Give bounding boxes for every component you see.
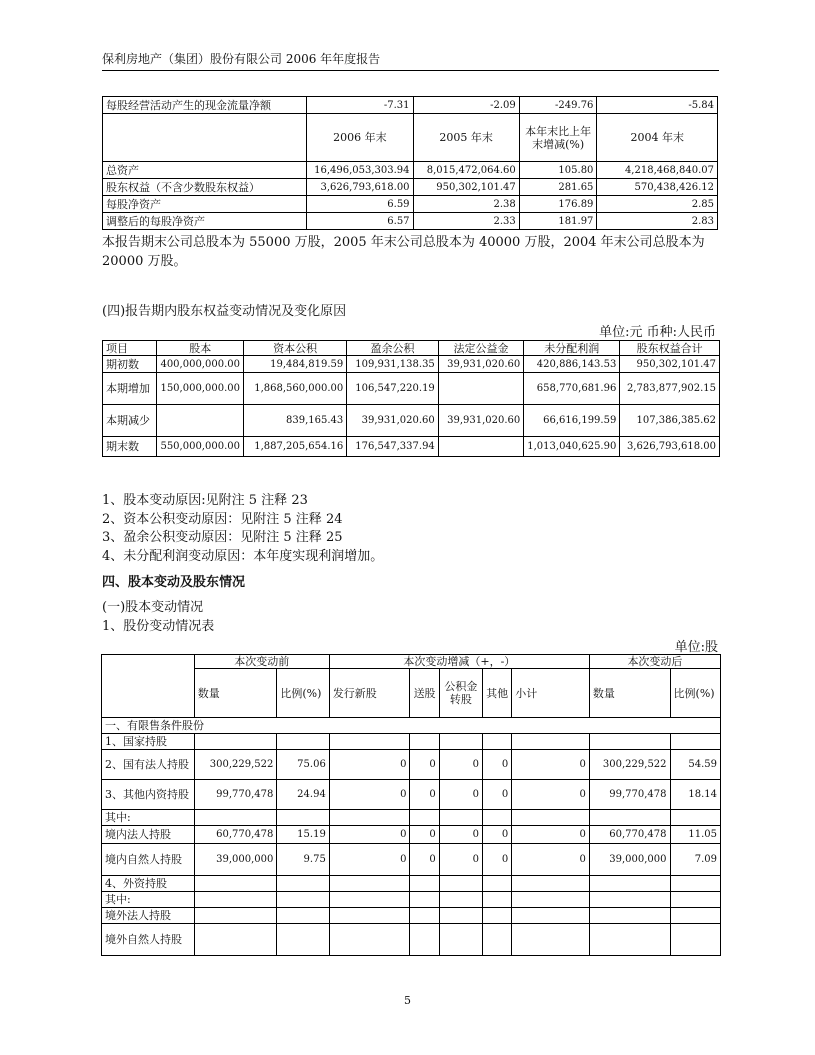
cell: 60,770,478 [589,826,670,844]
table-row [103,356,720,373]
cell: 0 [410,826,439,844]
cell: 24.94 [277,780,329,810]
table-row [102,734,721,750]
cell [589,734,670,750]
row-label: 期初数 [103,356,157,373]
cell [483,908,512,924]
cell [277,892,329,908]
row-label: 1、国家持股 [102,734,195,750]
cell: 420,886,143.53 [524,356,620,373]
table-row [102,876,721,892]
table-row [102,718,721,734]
cell: 0 [512,844,590,876]
cell [439,908,482,924]
column-header: 送股 [410,669,439,718]
cell [329,734,410,750]
cell: 19,484,819.59 [243,356,346,373]
row-label: 一、有限售条件股份 [102,718,721,734]
table-row [102,780,721,810]
cell [329,810,410,826]
cell [439,892,482,908]
cell: 16,496,053,303.94 [307,162,413,179]
cell: 3,626,793,618.00 [620,437,720,457]
share-change-table [101,654,721,956]
table-row [102,844,721,876]
column-header: 本年末比上年末增减(%) [519,114,597,162]
cell [670,810,720,826]
cell: 105.80 [519,162,597,179]
table-row [102,908,721,924]
unit-label: 单位:股 [674,640,718,655]
cell: 4,218,468,840.07 [597,162,718,179]
table-header-row [102,669,721,718]
cell: 0 [439,844,482,876]
empty-cell [102,655,195,718]
cell [329,908,410,924]
column-header: 法定公益金 [438,341,523,356]
chapter-title: 四、股本变动及股东情况 [102,575,246,590]
cell: -7.31 [307,97,413,114]
cell: 39,931,020.60 [347,405,439,437]
cell: 0 [512,826,590,844]
row-label: 本期增加 [103,373,157,405]
cell [439,876,482,892]
column-header: 小计 [512,669,590,718]
cell: 99,770,478 [194,780,277,810]
cell [410,734,439,750]
row-label: 2、国有法人持股 [102,750,195,780]
table-row [103,162,718,179]
column-group-header: 本次变动后 [589,655,720,669]
cell: 0 [410,750,439,780]
cell: 39,931,020.60 [438,405,523,437]
reason-item: 1、股本变动原因:见附注 5 注释 23 [102,493,308,508]
cell [670,908,720,924]
column-group-header: 本次变动增减（+，-） [329,655,589,669]
cell: 0 [329,826,410,844]
cell [157,405,244,437]
cell [438,373,523,405]
cell: 176.89 [519,196,597,213]
cell: 60,770,478 [194,826,277,844]
equity-change-table [102,340,720,457]
table-row [103,97,718,114]
row-label: 境外自然人持股 [102,924,195,956]
column-header: 未分配利润 [524,341,620,356]
cell: 99,770,478 [589,780,670,810]
cell: -5.84 [597,97,718,114]
cell: -249.76 [519,97,597,114]
cell [589,810,670,826]
column-header: 股本 [157,341,244,356]
cell: 2.33 [413,213,519,230]
row-label: 境内自然人持股 [102,844,195,876]
row-label: 总资产 [103,162,307,179]
column-header: 项目 [103,341,157,356]
cell [483,876,512,892]
column-header: 盈余公积 [347,341,439,356]
table-row [103,179,718,196]
row-label: 股东权益（不含少数股东权益） [103,179,307,196]
table-row [102,750,721,780]
cell: 150,000,000.00 [157,373,244,405]
table-header-row [103,341,720,356]
column-header: 公积金转股 [439,669,482,718]
table-row [103,213,718,230]
cell: 3,626,793,618.00 [307,179,413,196]
cell: 950,302,101.47 [413,179,519,196]
cell [670,924,720,956]
column-group-header: 本次变动前 [194,655,329,669]
row-label: 境外法人持股 [102,908,195,924]
cell: 107,386,385.62 [620,405,720,437]
cell [483,734,512,750]
cell [670,892,720,908]
cell: 109,931,138.35 [347,356,439,373]
cell: 1,013,040,625.90 [524,437,620,457]
cell [329,892,410,908]
column-header: 发行新股 [329,669,410,718]
unit-label: 单位:元 币种:人民币 [599,325,716,340]
row-label: 其中: [102,892,195,908]
subsection-title: (一)股本变动情况 [102,600,204,615]
cell: 550,000,000.00 [157,437,244,457]
cell: 18.14 [670,780,720,810]
row-label: 每股经营活动产生的现金流量净额 [103,97,307,114]
column-header: 2006 年末 [307,114,413,162]
cell [439,924,482,956]
cell: 300,229,522 [194,750,277,780]
cell [410,924,439,956]
table-row [102,810,721,826]
cell: 6.57 [307,213,413,230]
page-header: 保利房地产（集团）股份有限公司 2006 年年度报告 [102,50,719,71]
cell: 2,783,877,902.15 [620,373,720,405]
cell [329,924,410,956]
column-header: 2005 年末 [413,114,519,162]
cell: 0 [410,780,439,810]
cell: -2.09 [413,97,519,114]
cell [329,876,410,892]
column-header: 数量 [194,669,277,718]
cell: 281.65 [519,179,597,196]
cell: 2.38 [413,196,519,213]
cell: 106,547,220.19 [347,373,439,405]
share-capital-note: 本报告期末公司总股本为 55000 万股，2005 年末公司总股本为 40000 万股，2004 年末公司总股本为 20000 万股。 [102,235,705,269]
column-header: 资本公积 [243,341,346,356]
cell: 181.97 [519,213,597,230]
row-label: 调整后的每股净资产 [103,213,307,230]
cell: 0 [483,844,512,876]
cell: 0 [329,780,410,810]
table-header-row [102,655,721,669]
empty-cell [103,114,307,162]
cell: 2.83 [597,213,718,230]
cell: 950,302,101.47 [620,356,720,373]
cell [410,876,439,892]
cell [589,892,670,908]
cell [512,876,590,892]
cell [194,734,277,750]
column-header: 2004 年末 [597,114,718,162]
cell: 0 [512,750,590,780]
cell: 176,547,337.94 [347,437,439,457]
cell [670,734,720,750]
cell: 0 [439,826,482,844]
table-row [103,373,720,405]
cell: 0 [483,750,512,780]
table-row [103,405,720,437]
reason-item: 3、盈余公积变动原因：见附注 5 注释 25 [102,530,343,545]
financial-indicators-table [102,96,718,230]
cell: 0 [483,826,512,844]
cell [410,908,439,924]
cell: 0 [439,780,482,810]
table-header-row [103,114,718,162]
table-row [102,826,721,844]
cell [512,924,590,956]
cell [512,892,590,908]
subsection-title: 1、股份变动情况表 [102,619,215,634]
cell: 7.09 [670,844,720,876]
table-row [103,437,720,457]
section-title: (四)报告期内股东权益变动情况及变化原因 [102,304,347,319]
page-number: 5 [404,994,411,1007]
cell: 0 [410,844,439,876]
cell: 400,000,000.00 [157,356,244,373]
cell [439,810,482,826]
cell: 39,931,020.60 [438,356,523,373]
cell: 1,887,205,654.16 [243,437,346,457]
cell [483,892,512,908]
row-label: 3、其他内资持股 [102,780,195,810]
cell: 39,000,000 [589,844,670,876]
column-header: 数量 [589,669,670,718]
row-label: 期末数 [103,437,157,457]
cell: 15.19 [277,826,329,844]
table-row [103,196,718,213]
cell: 8,015,472,064.60 [413,162,519,179]
row-label: 本期减少 [103,405,157,437]
cell: 54.59 [670,750,720,780]
column-header: 比例(%) [277,669,329,718]
reason-item: 2、资本公积变动原因：见附注 5 注释 24 [102,512,343,527]
cell: 9.75 [277,844,329,876]
cell [194,892,277,908]
cell [589,908,670,924]
column-header: 股东权益合计 [620,341,720,356]
cell: 0 [329,750,410,780]
cell: 0 [512,780,590,810]
cell [483,810,512,826]
column-header: 其他 [483,669,512,718]
table-row [102,892,721,908]
cell [512,810,590,826]
row-label: 其中: [102,810,195,826]
cell [277,876,329,892]
cell [438,437,523,457]
cell: 0 [483,780,512,810]
cell: 1,868,560,000.00 [243,373,346,405]
cell: 570,438,426.12 [597,179,718,196]
cell: 839,165.43 [243,405,346,437]
cell [277,810,329,826]
cell: 300,229,522 [589,750,670,780]
cell: 11.05 [670,826,720,844]
cell [589,876,670,892]
cell [483,924,512,956]
cell: 6.59 [307,196,413,213]
cell [194,810,277,826]
cell [410,810,439,826]
cell: 75.06 [277,750,329,780]
cell: 2.85 [597,196,718,213]
row-label: 境内法人持股 [102,826,195,844]
cell: 39,000,000 [194,844,277,876]
table-row [102,924,721,956]
cell [277,734,329,750]
cell [194,908,277,924]
reason-item: 4、未分配利润变动原因：本年度实现利润增加。 [102,549,384,564]
row-label: 4、外资持股 [102,876,195,892]
row-label: 每股净资产 [103,196,307,213]
cell [512,908,590,924]
cell [410,892,439,908]
column-header: 比例(%) [670,669,720,718]
cell [194,876,277,892]
cell: 0 [329,844,410,876]
cell [277,908,329,924]
cell [670,876,720,892]
cell [277,924,329,956]
cell: 66,616,199.59 [524,405,620,437]
cell [194,924,277,956]
cell [589,924,670,956]
cell [512,734,590,750]
cell [439,734,482,750]
cell: 658,770,681.96 [524,373,620,405]
cell: 0 [439,750,482,780]
